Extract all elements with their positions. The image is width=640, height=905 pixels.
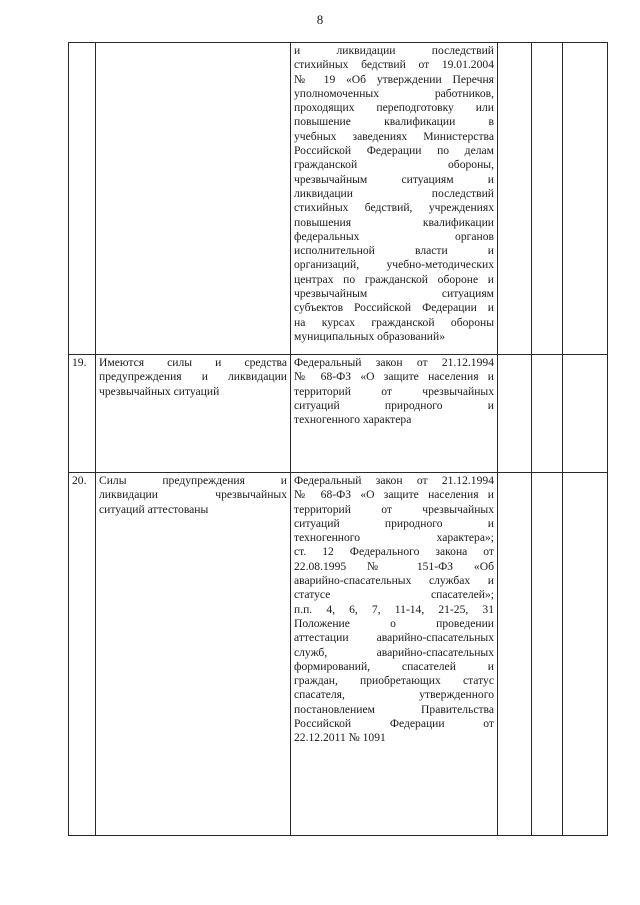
answer-no-cell (532, 355, 563, 473)
requirement-text-line: ликвидации чрезвычайных (99, 488, 287, 502)
legal-basis-text-line: ситуаций природного и (294, 398, 494, 412)
requirement-text-line: предупреждения и ликвидации (99, 370, 287, 384)
legal-basis-text-line: Российской Федерации по делам (294, 144, 494, 158)
legal-basis-text-line: техногенного характера (294, 413, 412, 427)
legal-basis-text-line: аттестации аварийно-спасательных (294, 631, 494, 645)
legal-basis-text-line: аварийно-спасательных службах и (294, 574, 494, 588)
legal-basis-text-line: повышение квалификации в (294, 115, 494, 129)
legal-basis-text-line: территорий от чрезвычайных (294, 502, 494, 516)
note-cell (563, 355, 608, 473)
requirement-text-line: чрезвычайных ситуаций (99, 384, 220, 398)
legal-basis-text-line: исполнительной власти и (294, 244, 494, 258)
row-number (69, 43, 96, 355)
legal-basis-text-line: повышения квалификации (294, 215, 494, 229)
legal-basis-text-line: и ликвидации последствий (294, 44, 494, 57)
legal-basis-text-line: центрах по гражданской обороне и (294, 272, 494, 286)
table-row (69, 473, 608, 836)
legal-basis-text-line: служб, аварийно-спасательных (294, 645, 494, 659)
legal-basis-text-line: формирований, спасателей и (294, 659, 494, 673)
requirement-cell (96, 355, 291, 473)
answer-yes-cell (498, 43, 532, 355)
requirement-text-line: Силы предупреждения и (99, 474, 287, 487)
legal-basis-text-line: 22.08.1995 № 151-ФЗ «Об (294, 559, 494, 573)
answer-no-cell (532, 43, 563, 355)
page-number: 8 (316, 12, 324, 27)
table-row (69, 43, 608, 355)
legal-basis-text-line: статусе спасателей»; (294, 588, 494, 602)
legal-basis-text-line: учебных заведениях Министерства (294, 129, 494, 143)
legal-basis-text-line: чрезвычайным ситуациям и (294, 172, 494, 186)
legal-basis-text-line: ситуаций природного и (294, 516, 494, 530)
legal-basis-text-line: федеральных органов (294, 229, 494, 243)
legal-basis-text-line: организаций, учебно-методических (294, 258, 494, 272)
legal-basis-text-line: проходящих переподготовку или (294, 101, 494, 115)
answer-yes-cell (498, 355, 532, 473)
note-cell (563, 473, 608, 836)
note-cell (563, 43, 608, 355)
legal-basis-text-line: ст. 12 Федерального закона от (294, 545, 494, 559)
legal-basis-text-line: чрезвычайным ситуациям (294, 287, 494, 301)
legal-basis-text-line: уполномоченных работников, (294, 86, 494, 100)
requirement-cell (96, 43, 291, 355)
legal-basis-text-line: п.п. 4, 6, 7, 11-14, 21-25, 31 (294, 602, 494, 616)
legal-basis-text-line: № 19 «Об утверждении Перечня (294, 72, 494, 86)
legal-basis-text-line: техногенного характера»; (294, 531, 494, 545)
legal-basis-text-line: субъектов Российской Федерации и (294, 301, 494, 315)
legal-basis-text-line: гражданской обороны, (294, 158, 494, 172)
legal-basis-text-line: на курсах гражданской обороны (294, 315, 494, 329)
checklist-table (68, 42, 608, 836)
legal-basis-text-line: стихийных бедствий, учреждениях (294, 201, 494, 215)
table-row (69, 355, 608, 473)
legal-basis-text-line: Федеральный закон от 21.12.1994 (294, 474, 494, 487)
legal-basis-cell (291, 473, 498, 836)
legal-basis-text-line: постановлением Правительства (294, 702, 494, 716)
answer-yes-cell (498, 473, 532, 836)
legal-basis-text-line: муниципальных образований» (294, 329, 445, 343)
legal-basis-text-line: ликвидации последствий (294, 186, 494, 200)
answer-no-cell (532, 473, 563, 836)
legal-basis-text-line: стихийных бедствий от 19.01.2004 (294, 58, 494, 72)
requirement-cell (96, 473, 291, 836)
legal-basis-text-line: 22.12.2011 № 1091 (294, 731, 386, 745)
legal-basis-cell (291, 355, 498, 473)
requirement-text-line: Имеются силы и средства (99, 356, 287, 369)
legal-basis-text-line: № 68-ФЗ «О защите населения и (294, 488, 494, 502)
legal-basis-text-line: спасателя, утвержденного (294, 688, 494, 702)
legal-basis-text-line: Федеральный закон от 21.12.1994 (294, 356, 494, 369)
legal-basis-text-line: Российской Федерации от (294, 717, 494, 731)
requirement-text-line: ситуаций аттестованы (99, 502, 209, 516)
legal-basis-cell (291, 43, 498, 355)
legal-basis-text-line: Положение о проведении (294, 616, 494, 630)
legal-basis-text-line: граждан, приобретающих статус (294, 674, 494, 688)
legal-basis-text-line: № 68-ФЗ «О защите населения и (294, 370, 494, 384)
row-number: 20. (69, 473, 96, 836)
row-number: 19. (69, 355, 96, 473)
legal-basis-text-line: территорий от чрезвычайных (294, 384, 494, 398)
